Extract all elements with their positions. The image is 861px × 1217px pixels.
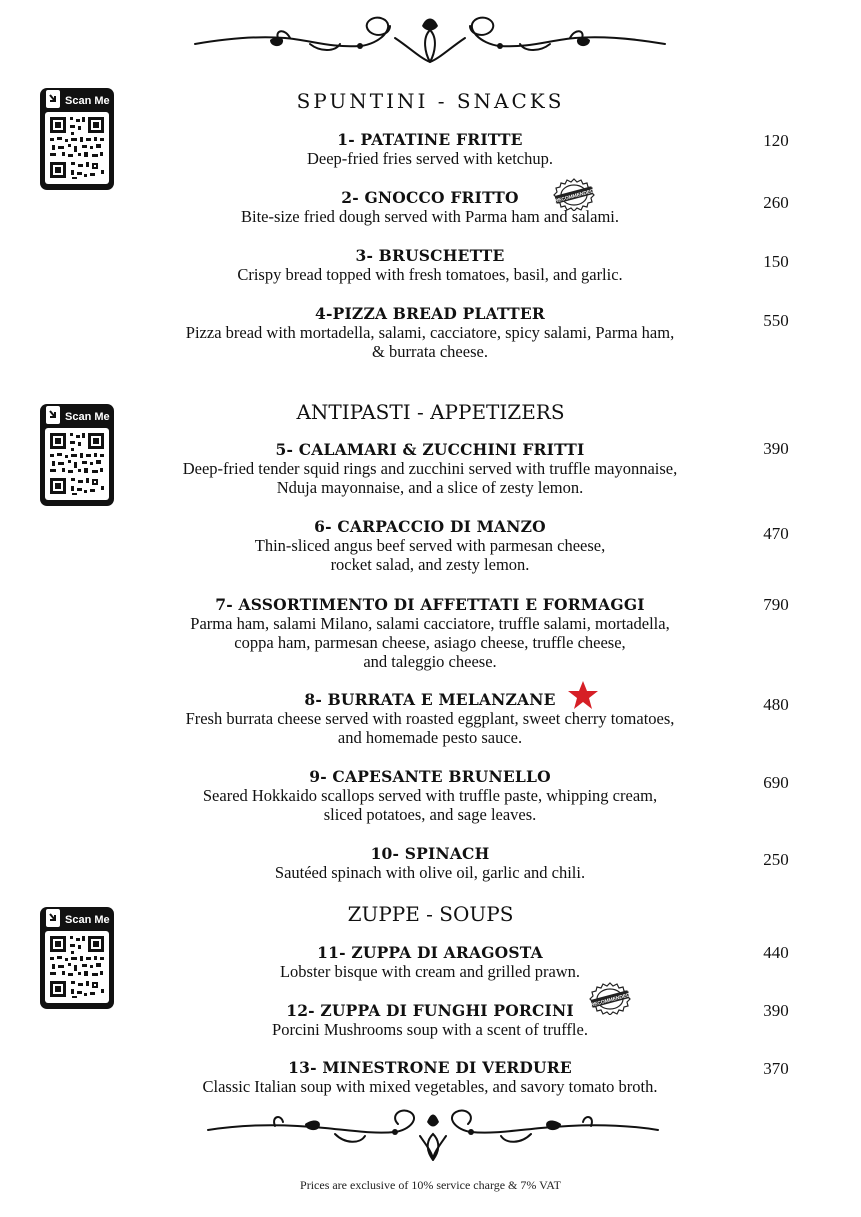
- menu-item-price: 370: [763, 1059, 789, 1078]
- menu-item: [130, 1058, 730, 1096]
- menu-item-description: Seared Hokkaido scallops served with truffle paste, whipping cream, sliced potatoes, and sage leaves.: [202, 786, 658, 824]
- recommended-badge-text: RECOMMENDED: [590, 992, 631, 1009]
- menu-item-name: 10- SPINACH: [370, 844, 490, 863]
- qr-scan-label: Scan Me: [65, 95, 110, 107]
- menu-item: [130, 440, 730, 497]
- menu-item-name: 13- MINESTRONE DI VERDURE: [288, 1058, 572, 1077]
- menu-item-name: 12- ZUPPA DI FUNGHI PORCINI: [286, 1001, 574, 1020]
- star-icon: [567, 680, 599, 710]
- menu-item-description: Crispy bread topped with fresh tomatoes, basil, and garlic.: [237, 265, 623, 284]
- menu-item-price: 440: [763, 943, 789, 962]
- menu-item: [130, 690, 730, 747]
- menu-item: [130, 188, 730, 226]
- menu-item-name: 7- ASSORTIMENTO DI AFFETTATI E FORMAGGI: [215, 595, 645, 614]
- menu-item-name: 4-PIZZA BREAD PLATTER: [315, 304, 545, 323]
- menu-item-description: Pizza bread with mortadella, salami, cacciatore, spicy salami, Parma ham, & burrata cheese.: [185, 323, 675, 361]
- menu-item-description: Sautéed spinach with olive oil, garlic and chili.: [274, 863, 586, 882]
- menu-item-price: 260: [763, 193, 789, 212]
- menu-item-description: Deep-fried tender squid rings and zucchini served with truffle mayonnaise, Nduja mayonnaise, and a slice of zesty lemon.: [182, 459, 678, 497]
- menu-item: [130, 304, 730, 361]
- menu-item: [130, 767, 730, 824]
- menu-item-description: Parma ham, salami Milano, salami cacciatore, truffle salami, mortadella, coppa ham, parmesan cheese, asiago cheese, truffle cheese, and taleggio cheese.: [190, 614, 670, 671]
- section-title-snacks: SPUNTINI - SNACKS: [296, 89, 565, 113]
- menu-item: [130, 517, 730, 574]
- menu-item-price: 250: [763, 850, 789, 869]
- menu-item-description: Thin-sliced angus beef served with parmesan cheese, rocket salad, and zesty lemon.: [254, 536, 606, 574]
- menu-item-price: 550: [763, 311, 789, 330]
- menu-item-description: Porcini Mushrooms soup with a scent of truffle.: [272, 1020, 588, 1039]
- menu-item-description: Bite-size fried dough served with Parma ham and salami.: [240, 207, 620, 226]
- menu-item-price: 690: [763, 773, 789, 792]
- menu-item: [130, 246, 730, 284]
- menu-item-price: 480: [763, 695, 789, 714]
- menu-item-name: 2- GNOCCO FRITTO: [341, 188, 519, 207]
- menu-item-name: 6- CARPACCIO DI MANZO: [314, 517, 546, 536]
- menu-item-name: 3- BRUSCHETTE: [355, 246, 505, 265]
- qr-scan-label: Scan Me: [65, 914, 110, 926]
- menu-item-description: Deep-fried fries served with ketchup.: [306, 149, 554, 168]
- recommended-badge-icon: [553, 177, 595, 215]
- menu-item-name: 9- CAPESANTE BRUNELLO: [309, 767, 551, 786]
- recommended-badge-text: RECOMMENDED: [554, 188, 595, 205]
- menu-item: [130, 943, 730, 981]
- menu-item-price: 120: [763, 131, 789, 150]
- menu-item-name: 1- PATATINE FRITTE: [337, 130, 523, 149]
- top-scroll-ornament-icon: [190, 8, 670, 66]
- menu-item: [130, 595, 730, 671]
- section-title-appetizers: ANTIPASTI - APPETIZERS: [296, 400, 565, 424]
- menu-item-price: 150: [763, 252, 789, 271]
- menu-item-name: 8- BURRATA E MELANZANE: [304, 690, 556, 709]
- menu-item: [130, 130, 730, 168]
- menu-item: [130, 844, 730, 882]
- footer-price-note: Prices are exclusive of 10% service charge & 7% VAT: [300, 1178, 561, 1192]
- menu-item-price: 390: [763, 439, 789, 458]
- section-title-soups: ZUPPE - SOUPS: [347, 902, 514, 926]
- qr-scan-label: Scan Me: [65, 411, 110, 423]
- menu-item-name: 11- ZUPPA DI ARAGOSTA: [317, 943, 543, 962]
- menu-item: [130, 1001, 730, 1039]
- recommended-badge-icon: [589, 981, 631, 1019]
- menu-item-description: Fresh burrata cheese served with roasted eggplant, sweet cherry tomatoes, and homemade pesto sauce.: [185, 709, 675, 747]
- menu-item-description: Lobster bisque with cream and grilled prawn.: [279, 962, 581, 981]
- bottom-scroll-ornament-icon: [205, 1104, 661, 1162]
- menu-item-description: Classic Italian soup with mixed vegetables, and savory tomato broth.: [202, 1077, 658, 1096]
- menu-item-price: 470: [763, 524, 789, 543]
- menu-item-price: 790: [763, 595, 789, 614]
- menu-item-price: 390: [763, 1001, 789, 1020]
- menu-item-name: 5- CALAMARI & ZUCCHINI FRITTI: [275, 440, 585, 459]
